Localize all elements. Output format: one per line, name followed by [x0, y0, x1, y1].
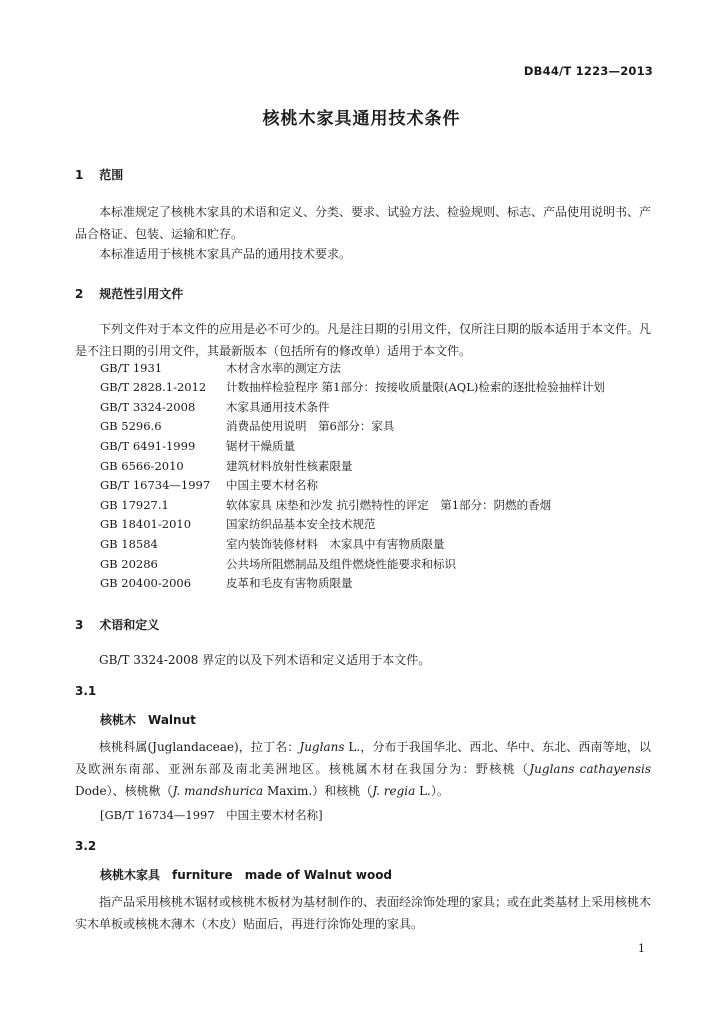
reference-title: 木材含水率的测定方法 — [226, 361, 341, 375]
section-3-number: 3 — [75, 618, 84, 632]
reference-title: 计数抽样检验程序 第1部分：按接收质量限(AQL)检索的逐批检验抽样计划 — [226, 380, 605, 394]
reference-code: GB/T 16734—1997 — [100, 478, 211, 492]
latin-name: Juglans cathayensis — [529, 762, 651, 776]
term-3-1-number: 3.1 — [75, 684, 97, 698]
definition-text: L.）。 — [415, 784, 449, 798]
reference-title: 皮革和毛皮有害物质限量 — [226, 576, 353, 590]
section-2-heading — [75, 285, 183, 302]
reference-code: GB 5296.6 — [100, 419, 162, 433]
term-3-1-en: Walnut — [148, 713, 196, 727]
section-3-intro: GB/T 3324-2008 界定的以及下列术语和定义适用于本文件。 — [99, 653, 431, 667]
standard-code: DB44/T 1223—2013 — [523, 64, 653, 78]
reference-title: 室内装饰装修材料 木家具中有害物质限量 — [226, 537, 445, 551]
latin-name: J. regia — [372, 784, 416, 798]
reference-title: 软体家具 床垫和沙发 抗引燃特性的评定 第1部分：阴燃的香烟 — [226, 498, 552, 512]
section-1-heading — [75, 166, 123, 183]
section-2-number: 2 — [75, 287, 84, 301]
section-1-para-1: 本标准规定了核桃木家具的术语和定义、分类、要求、试验方法、检验规则、标志、产品使用说明书、产品合格证、包装、运输和贮存。 — [75, 205, 652, 241]
term-3-1-cn: 核桃木 — [100, 713, 137, 727]
latin-name: J. mandshurica — [172, 784, 264, 798]
reference-title: 消费品使用说明 第6部分：家具 — [226, 419, 395, 433]
term-3-2-number: 3.2 — [75, 839, 97, 853]
reference-row — [100, 477, 318, 495]
term-3-1-heading — [100, 711, 196, 728]
term-3-2-heading — [100, 866, 392, 883]
reference-code: GB/T 2828.1-2012 — [100, 380, 207, 394]
reference-code: GB 20400-2006 — [100, 576, 192, 590]
term-3-2-cn: 核桃木家具 — [100, 868, 161, 882]
page-number: 1 — [638, 942, 645, 955]
reference-code: GB 18584 — [100, 537, 158, 551]
reference-row — [100, 360, 341, 378]
section-1-para-2: 本标准适用于核桃木家具产品的通用技术要求。 — [99, 247, 352, 261]
section-2-title: 规范性引用文件 — [99, 287, 184, 301]
reference-title: 建筑材料放射性核素限量 — [226, 459, 353, 473]
reference-row — [100, 418, 394, 436]
reference-row — [100, 497, 551, 515]
reference-title: 木家具通用技术条件 — [226, 400, 330, 414]
section-2-intro: 下列文件对于本文件的应用是必不可少的。凡是注日期的引用文件，仅所注日期的版本适用于本文件。凡是不注日期的引用文件，其最新版本（包括所有的修改单）适用于本文件。 — [75, 322, 652, 358]
section-3-title: 术语和定义 — [99, 618, 160, 632]
reference-code: GB/T 6491-1999 — [100, 439, 196, 453]
reference-code: GB 20286 — [100, 557, 158, 571]
reference-title: 中国主要木材名称 — [226, 478, 318, 492]
term-3-2-definition: 指产品采用核桃木锯材或核桃木板材为基材制作的、表面经涂饰处理的家具；或在此类基材上采用核桃木实木单板或核桃木薄木（木皮）贴面后，再进行涂饰处理的家具。 — [75, 895, 652, 931]
reference-row — [100, 379, 605, 397]
reference-code: GB 17927.1 — [100, 498, 169, 512]
reference-row — [100, 438, 295, 456]
section-3-heading — [75, 616, 159, 633]
latin-name: Juglans — [299, 740, 345, 754]
reference-row — [100, 575, 353, 593]
reference-row — [100, 458, 353, 476]
term-3-2-en: furniture made of Walnut wood — [172, 868, 393, 882]
definition-text: Dode）、核桃楸（ — [75, 784, 173, 798]
reference-code: GB/T 1931 — [100, 361, 163, 375]
reference-row — [100, 536, 445, 554]
definition-text: L.，分布于我国华北、西北、华中、东北、西南等地，以及欧洲东南部、亚洲东部及南北美洲地区。核桃属木材在我国分为：野核桃（ — [75, 740, 651, 776]
definition-text: Maxim.）和核桃（ — [263, 784, 373, 798]
reference-title: 公共场所阻燃制品及组件燃烧性能要求和标识 — [226, 557, 456, 571]
term-3-1-definition — [75, 736, 651, 802]
term-3-1-source: [GB/T 16734—1997 中国主要木材名称] — [100, 808, 323, 822]
reference-row — [100, 516, 376, 534]
section-1-number: 1 — [75, 168, 84, 182]
reference-title: 国家纺织品基本安全技术规范 — [226, 517, 376, 531]
reference-code: GB/T 3324-2008 — [100, 400, 196, 414]
definition-text: 核桃科属(Juglandaceae)，拉丁名： — [99, 740, 300, 754]
document-title: 核桃木家具通用技术条件 — [262, 109, 461, 129]
reference-code: GB 18401-2010 — [100, 517, 192, 531]
reference-title: 锯材干燥质量 — [226, 439, 295, 453]
reference-code: GB 6566-2010 — [100, 459, 184, 473]
reference-row — [100, 399, 330, 417]
reference-row — [100, 556, 456, 574]
section-1-title: 范围 — [99, 168, 124, 182]
